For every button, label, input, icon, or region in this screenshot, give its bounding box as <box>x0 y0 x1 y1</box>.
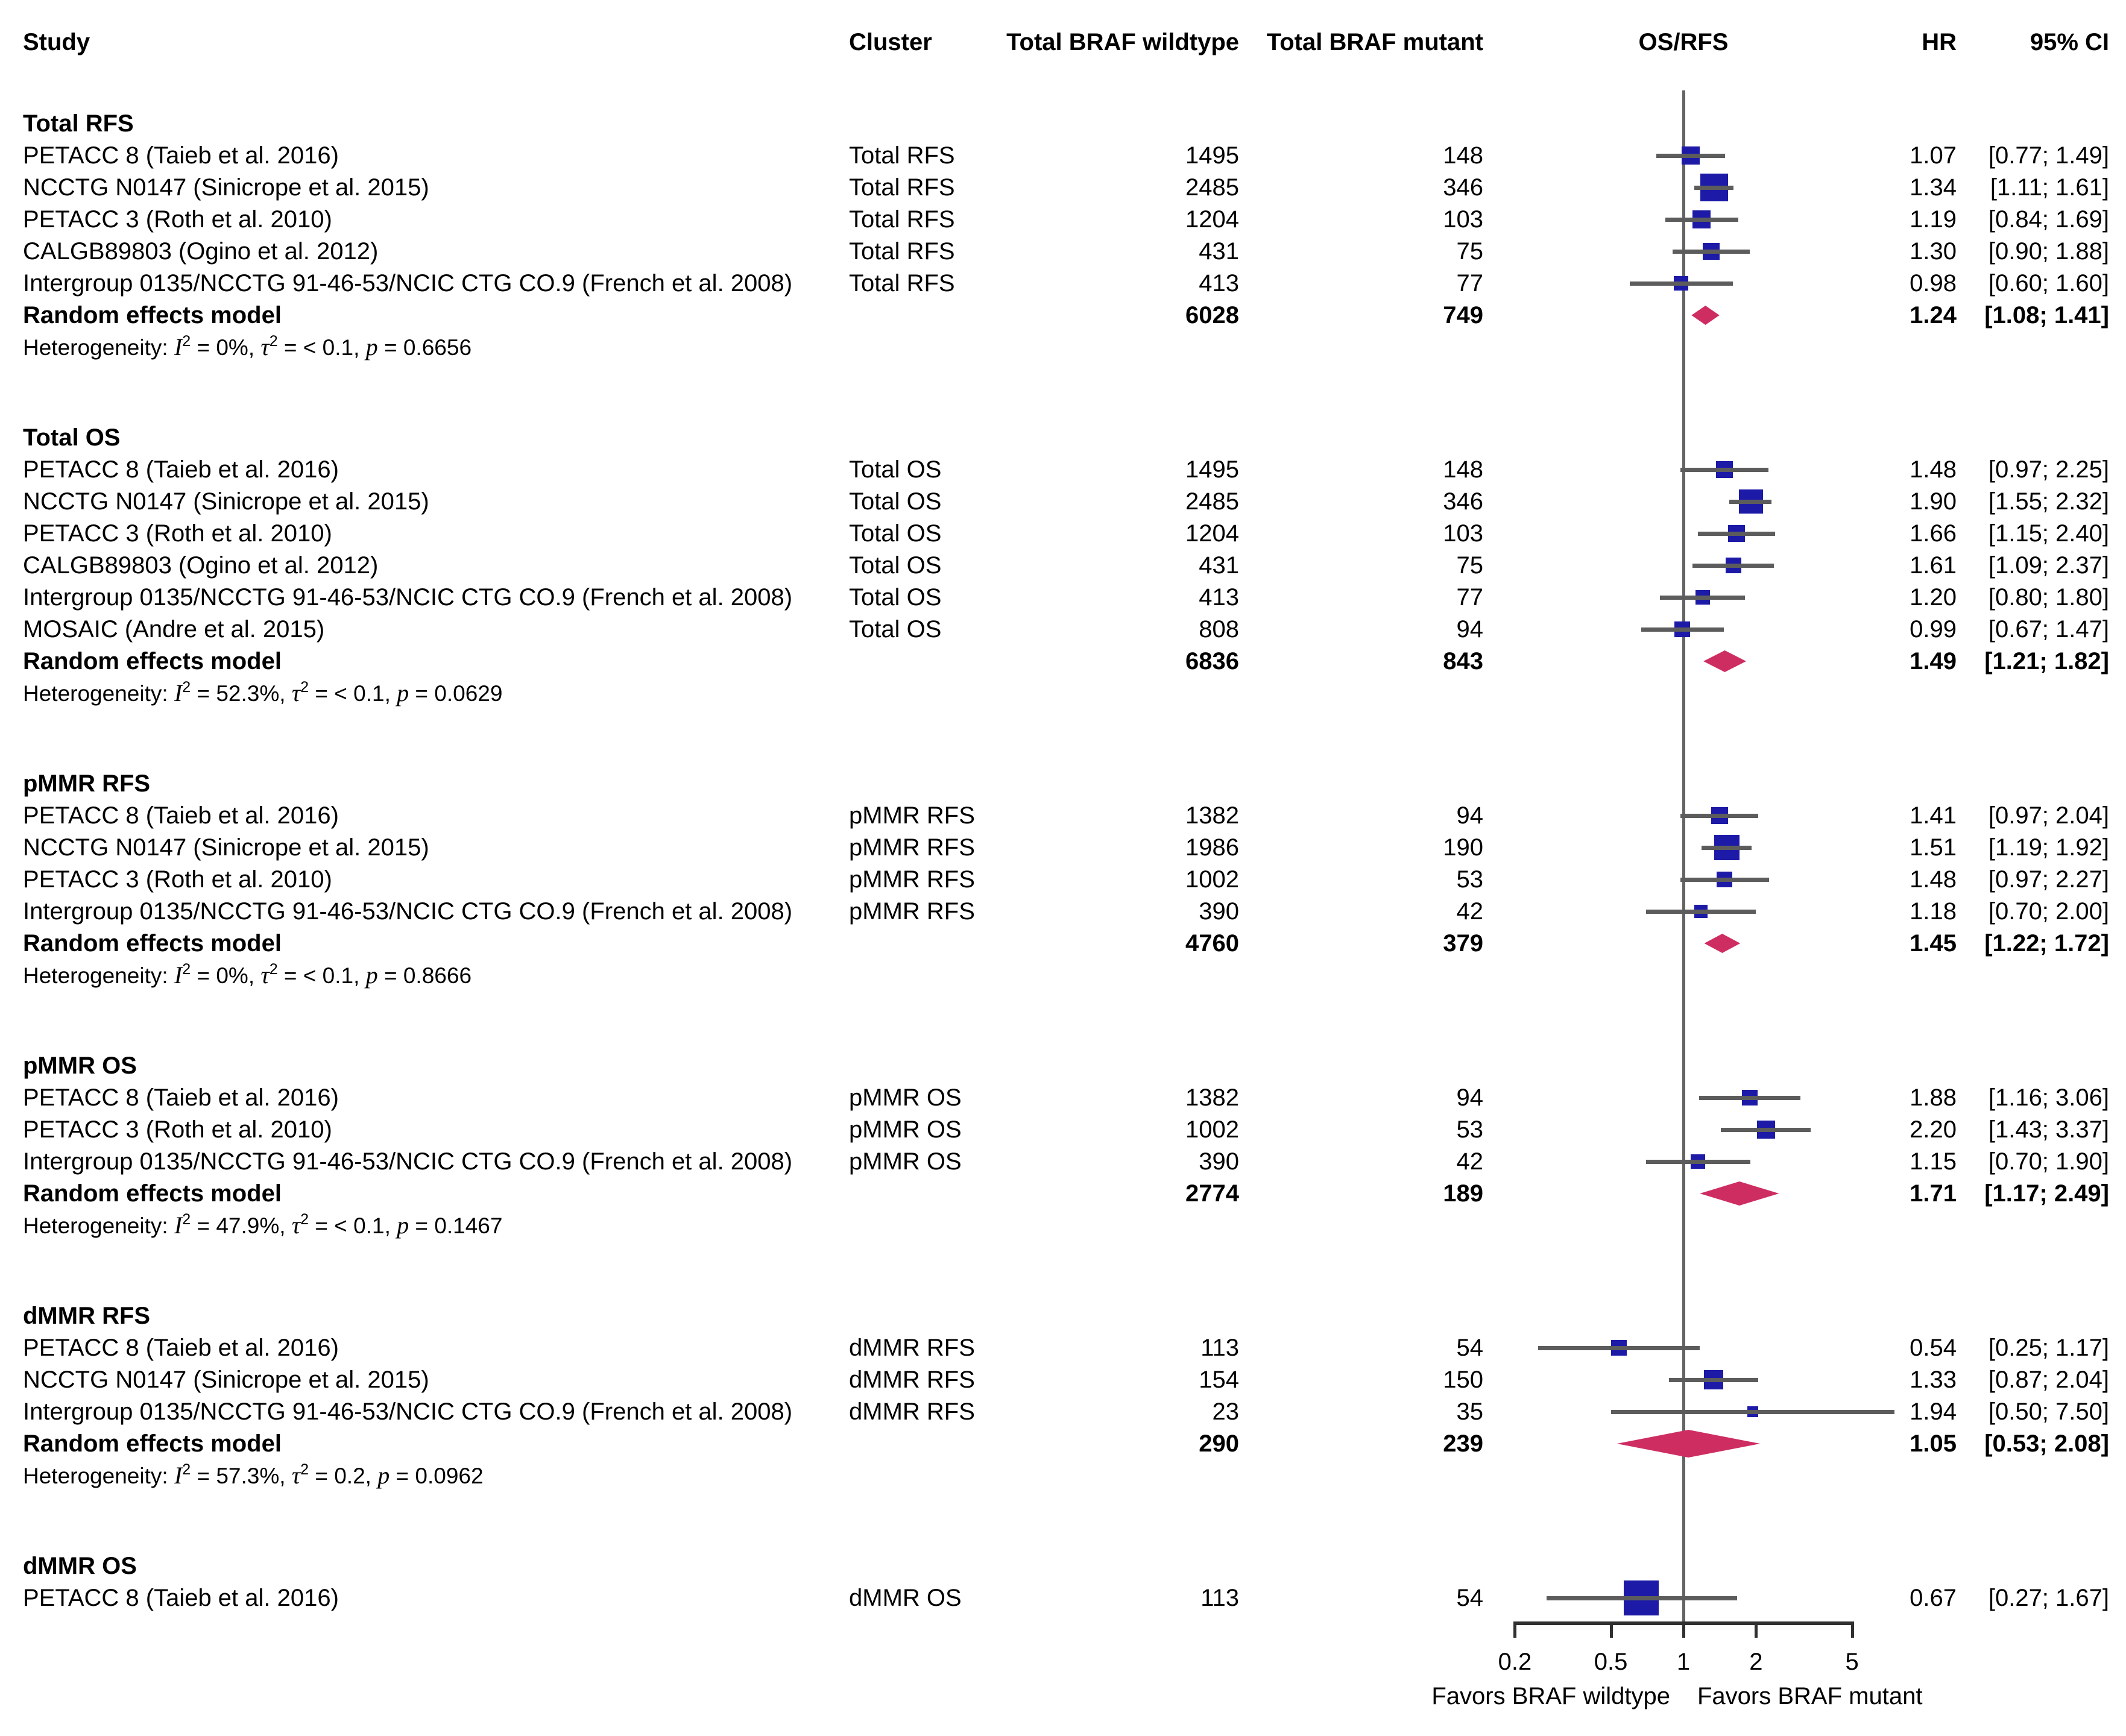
ci-whisker <box>1680 468 1768 472</box>
cluster-label: Total RFS <box>849 270 955 297</box>
separator: , <box>248 335 261 360</box>
wildtype-count: 1002 <box>1185 1116 1239 1143</box>
mutant-count: 148 <box>1443 142 1483 169</box>
wildtype-count: 2485 <box>1185 488 1239 515</box>
study-name: NCCTG N0147 (Sinicrope et al. 2015) <box>23 488 429 515</box>
summary-wildtype-count: 290 <box>1199 1430 1239 1457</box>
equals-sign: = <box>377 963 403 988</box>
p-value: 0.0962 <box>415 1464 484 1488</box>
p-value: 0.8666 <box>403 963 472 988</box>
summary-wildtype-count: 6028 <box>1185 302 1239 329</box>
ci-value: [0.84; 1.69] <box>1988 206 2109 233</box>
mutant-count: 77 <box>1456 584 1483 611</box>
heterogeneity-text <box>23 1212 502 1242</box>
column-header-study: Study <box>23 29 90 55</box>
wildtype-count: 413 <box>1199 270 1239 297</box>
ci-whisker <box>1702 846 1752 850</box>
cluster-label: pMMR OS <box>849 1148 962 1175</box>
hr-value: 2.20 <box>1910 1116 1957 1143</box>
tau-squared-sup: 2 <box>300 1211 309 1228</box>
wildtype-count: 154 <box>1199 1366 1239 1393</box>
hr-value: 1.30 <box>1910 238 1957 265</box>
hr-value: 1.33 <box>1910 1366 1957 1393</box>
cluster-label: pMMR OS <box>849 1116 962 1143</box>
cluster-label: pMMR OS <box>849 1084 962 1111</box>
p-symbol: p <box>365 333 378 360</box>
hr-value: 0.98 <box>1910 270 1957 297</box>
ci-whisker <box>1611 1410 1894 1414</box>
ci-value: [0.80; 1.80] <box>1988 584 2109 611</box>
study-name: NCCTG N0147 (Sinicrope et al. 2015) <box>23 174 429 201</box>
tau-squared-symbol: τ <box>291 1462 301 1489</box>
ci-whisker <box>1721 1128 1811 1132</box>
equals-sign: = <box>191 963 216 988</box>
summary-wildtype-count: 4760 <box>1185 930 1239 957</box>
study-name: PETACC 8 (Taieb et al. 2016) <box>23 142 339 169</box>
group-label: pMMR OS <box>23 1052 137 1079</box>
ci-value: [1.15; 2.40] <box>1988 520 2109 547</box>
ci-whisker <box>1698 532 1775 536</box>
equals-sign: = <box>191 1464 216 1488</box>
study-name: PETACC 8 (Taieb et al. 2016) <box>23 1084 339 1111</box>
summary-mutant-count: 379 <box>1443 930 1483 957</box>
tau-squared-value: 0.2 <box>334 1464 365 1488</box>
ci-value: [1.16; 3.06] <box>1988 1084 2109 1111</box>
hr-value: 1.48 <box>1910 866 1957 893</box>
i-squared-value: 0% <box>216 963 248 988</box>
tau-squared-sup: 2 <box>269 961 278 978</box>
i-squared-sup: 2 <box>182 961 191 978</box>
tau-squared-sup: 2 <box>269 333 278 350</box>
tau-squared-sup: 2 <box>300 1461 309 1478</box>
i-squared-symbol: I <box>174 333 183 360</box>
ci-whisker <box>1680 814 1758 818</box>
summary-hr-value: 1.24 <box>1910 302 1957 329</box>
summary-hr-value: 1.05 <box>1910 1430 1957 1457</box>
tau-squared-value: < 0.1 <box>334 681 385 706</box>
summary-ci-value: [1.22; 1.72] <box>1984 930 2109 957</box>
i-squared-value: 47.9% <box>216 1213 280 1238</box>
study-name: PETACC 8 (Taieb et al. 2016) <box>23 1335 339 1361</box>
separator: , <box>279 681 292 706</box>
wildtype-count: 1204 <box>1185 206 1239 233</box>
p-value: 0.6656 <box>403 335 472 360</box>
axis-tick-label: 5 <box>1845 1649 1859 1675</box>
i-squared-value: 0% <box>216 335 248 360</box>
mutant-count: 35 <box>1456 1398 1483 1425</box>
ci-whisker <box>1673 250 1750 254</box>
cluster-label: dMMR RFS <box>849 1398 975 1425</box>
hr-value: 1.61 <box>1910 552 1957 579</box>
hr-value: 1.94 <box>1910 1398 1957 1425</box>
ci-value: [0.87; 2.04] <box>1988 1366 2109 1393</box>
wildtype-count: 808 <box>1199 616 1239 643</box>
summary-wildtype-count: 6836 <box>1185 648 1239 675</box>
p-value: 0.1467 <box>434 1213 503 1238</box>
ci-value: [0.27; 1.67] <box>1988 1585 2109 1611</box>
i-squared-value: 57.3% <box>216 1464 280 1488</box>
summary-label: Random effects model <box>23 302 282 329</box>
column-header-hr: HR <box>1922 29 1957 55</box>
favors-right-label: Favors BRAF mutant <box>1697 1683 1923 1709</box>
heterogeneity-text <box>23 1462 484 1492</box>
wildtype-count: 1002 <box>1185 866 1239 893</box>
study-name: NCCTG N0147 (Sinicrope et al. 2015) <box>23 834 429 861</box>
ci-value: [1.19; 1.92] <box>1988 834 2109 861</box>
cluster-label: Total OS <box>849 520 942 547</box>
equals-sign: = <box>309 1213 335 1238</box>
wildtype-count: 1986 <box>1185 834 1239 861</box>
ci-whisker <box>1547 1596 1738 1600</box>
tau-squared-symbol: τ <box>260 961 270 989</box>
heterogeneity-text <box>23 333 472 364</box>
ci-whisker <box>1729 500 1771 504</box>
ci-value: [0.97; 2.27] <box>1988 866 2109 893</box>
i-squared-value: 52.3% <box>216 681 280 706</box>
wildtype-count: 413 <box>1199 584 1239 611</box>
summary-wildtype-count: 2774 <box>1185 1180 1239 1207</box>
ci-value: [0.97; 2.04] <box>1988 802 2109 829</box>
het-prefix: Heterogeneity: <box>23 681 174 706</box>
study-name: PETACC 3 (Roth et al. 2010) <box>23 206 332 233</box>
wildtype-count: 390 <box>1199 898 1239 925</box>
reference-line <box>1682 90 1685 1621</box>
het-prefix: Heterogeneity: <box>23 335 174 360</box>
mutant-count: 346 <box>1443 488 1483 515</box>
column-header-ci: 95% CI <box>2030 29 2109 55</box>
ci-value: [0.60; 1.60] <box>1988 270 2109 297</box>
mutant-count: 103 <box>1443 206 1483 233</box>
mutant-count: 42 <box>1456 1148 1483 1175</box>
axis-tick <box>1682 1621 1685 1638</box>
ci-whisker <box>1694 186 1733 190</box>
p-symbol: p <box>377 1462 390 1489</box>
separator: , <box>384 681 397 706</box>
mutant-count: 190 <box>1443 834 1483 861</box>
hr-value: 1.07 <box>1910 142 1957 169</box>
wildtype-count: 23 <box>1212 1398 1239 1425</box>
i-squared-symbol: I <box>174 961 183 989</box>
cluster-label: Total OS <box>849 456 942 483</box>
ci-value: [1.43; 3.37] <box>1988 1116 2109 1143</box>
mutant-count: 53 <box>1456 1116 1483 1143</box>
ci-value: [0.67; 1.47] <box>1988 616 2109 643</box>
equals-sign: = <box>409 1213 435 1238</box>
mutant-count: 94 <box>1456 616 1483 643</box>
summary-hr-value: 1.45 <box>1910 930 1957 957</box>
wildtype-count: 431 <box>1199 238 1239 265</box>
separator: , <box>279 1213 292 1238</box>
equals-sign: = <box>277 963 303 988</box>
summary-label: Random effects model <box>23 930 282 957</box>
hr-value: 1.41 <box>1910 802 1957 829</box>
axis-tick <box>1851 1621 1854 1638</box>
wildtype-count: 390 <box>1199 1148 1239 1175</box>
ci-value: [1.11; 1.61] <box>1990 174 2109 201</box>
cluster-label: dMMR RFS <box>849 1366 975 1393</box>
wildtype-count: 1204 <box>1185 520 1239 547</box>
p-symbol: p <box>365 961 378 989</box>
hr-value: 1.51 <box>1910 834 1957 861</box>
axis-tick-label: 0.5 <box>1594 1649 1628 1675</box>
summary-label: Random effects model <box>23 648 282 675</box>
axis-tick-label: 1 <box>1676 1649 1691 1675</box>
equals-sign: = <box>191 335 216 360</box>
wildtype-count: 431 <box>1199 552 1239 579</box>
wildtype-count: 113 <box>1200 1585 1239 1611</box>
heterogeneity-text <box>23 679 502 710</box>
study-name: Intergroup 0135/NCCTG 91-46-53/NCIC CTG CO.9 (French et al. 2008) <box>23 1148 793 1175</box>
p-value: 0.0629 <box>434 681 503 706</box>
axis-tick <box>1755 1621 1758 1638</box>
hr-value: 1.90 <box>1910 488 1957 515</box>
column-header-cluster: Cluster <box>849 29 932 55</box>
separator: , <box>365 1464 378 1488</box>
hr-value: 1.15 <box>1910 1148 1957 1175</box>
study-name: PETACC 3 (Roth et al. 2010) <box>23 1116 332 1143</box>
hr-value: 1.19 <box>1910 206 1957 233</box>
het-prefix: Heterogeneity: <box>23 1464 174 1488</box>
ci-value: [0.25; 1.17] <box>1988 1335 2109 1361</box>
summary-mutant-count: 749 <box>1443 302 1483 329</box>
ci-whisker <box>1656 154 1726 158</box>
mutant-count: 94 <box>1456 1084 1483 1111</box>
ci-whisker <box>1538 1346 1700 1350</box>
separator: , <box>279 1464 292 1488</box>
summary-hr-value: 1.71 <box>1910 1180 1957 1207</box>
mutant-count: 148 <box>1443 456 1483 483</box>
summary-hr-value: 1.49 <box>1910 648 1957 675</box>
cluster-label: Total RFS <box>849 238 955 265</box>
study-name: NCCTG N0147 (Sinicrope et al. 2015) <box>23 1366 429 1393</box>
ci-value: [0.70; 1.90] <box>1988 1148 2109 1175</box>
separator: , <box>248 963 261 988</box>
tau-squared-value: < 0.1 <box>303 963 354 988</box>
mutant-count: 42 <box>1456 898 1483 925</box>
hr-value: 0.67 <box>1910 1585 1957 1611</box>
tau-squared-value: < 0.1 <box>334 1213 385 1238</box>
wildtype-count: 113 <box>1200 1335 1239 1361</box>
i-squared-sup: 2 <box>182 1461 191 1478</box>
cluster-label: Total RFS <box>849 206 955 233</box>
study-name: MOSAIC (Andre et al. 2015) <box>23 616 325 643</box>
summary-label: Random effects model <box>23 1430 282 1457</box>
mutant-count: 94 <box>1456 802 1483 829</box>
study-name: CALGB89803 (Ogino et al. 2012) <box>23 238 379 265</box>
equals-sign: = <box>390 1464 415 1488</box>
cluster-label: Total RFS <box>849 174 955 201</box>
ci-whisker <box>1692 564 1774 568</box>
tau-squared-sup: 2 <box>300 679 309 696</box>
cluster-label: dMMR OS <box>849 1585 962 1611</box>
tau-squared-symbol: τ <box>291 1212 301 1239</box>
wildtype-count: 2485 <box>1185 174 1239 201</box>
p-symbol: p <box>397 1212 409 1239</box>
summary-label: Random effects model <box>23 1180 282 1207</box>
equals-sign: = <box>191 1213 216 1238</box>
cluster-label: Total RFS <box>849 142 955 169</box>
group-label: Total RFS <box>23 110 134 137</box>
i-squared-symbol: I <box>174 1212 183 1239</box>
mutant-count: 150 <box>1443 1366 1483 1393</box>
cluster-label: pMMR RFS <box>849 834 975 861</box>
ci-value: [1.09; 2.37] <box>1988 552 2109 579</box>
ci-whisker <box>1665 218 1738 222</box>
mutant-count: 77 <box>1456 270 1483 297</box>
equals-sign: = <box>377 335 403 360</box>
equals-sign: = <box>409 681 435 706</box>
favors-left-label: Favors BRAF wildtype <box>1431 1683 1670 1709</box>
axis-tick-label: 2 <box>1749 1649 1763 1675</box>
column-header-plot: OS/RFS <box>1638 29 1729 55</box>
ci-whisker <box>1680 878 1770 882</box>
hr-value: 1.48 <box>1910 456 1957 483</box>
study-name: CALGB89803 (Ogino et al. 2012) <box>23 552 379 579</box>
cluster-label: Total OS <box>849 616 942 643</box>
het-prefix: Heterogeneity: <box>23 1213 174 1238</box>
ci-whisker <box>1669 1378 1758 1382</box>
mutant-count: 75 <box>1456 238 1483 265</box>
ci-value: [0.77; 1.49] <box>1988 142 2109 169</box>
study-name: Intergroup 0135/NCCTG 91-46-53/NCIC CTG CO.9 (French et al. 2008) <box>23 270 793 297</box>
equals-sign: = <box>191 681 216 706</box>
group-label: Total OS <box>23 424 121 451</box>
ci-whisker <box>1646 910 1756 914</box>
column-header-mutant: Total BRAF mutant <box>1266 29 1483 55</box>
equals-sign: = <box>309 1464 335 1488</box>
ci-whisker <box>1699 1096 1801 1100</box>
cluster-label: Total OS <box>849 552 942 579</box>
mutant-count: 54 <box>1456 1335 1483 1361</box>
mutant-count: 103 <box>1443 520 1483 547</box>
study-name: PETACC 8 (Taieb et al. 2016) <box>23 456 339 483</box>
summary-ci-value: [1.17; 2.49] <box>1984 1180 2109 1207</box>
mutant-count: 54 <box>1456 1585 1483 1611</box>
wildtype-count: 1495 <box>1185 456 1239 483</box>
cluster-label: pMMR RFS <box>849 866 975 893</box>
study-name: Intergroup 0135/NCCTG 91-46-53/NCIC CTG CO.9 (French et al. 2008) <box>23 1398 793 1425</box>
group-label: dMMR RFS <box>23 1303 151 1329</box>
group-label: pMMR RFS <box>23 770 151 797</box>
axis-tick <box>1513 1621 1516 1638</box>
i-squared-symbol: I <box>174 679 183 706</box>
separator: , <box>353 335 366 360</box>
summary-ci-value: [1.08; 1.41] <box>1984 302 2109 329</box>
ci-value: [1.55; 2.32] <box>1988 488 2109 515</box>
study-name: Intergroup 0135/NCCTG 91-46-53/NCIC CTG CO.9 (French et al. 2008) <box>23 584 793 611</box>
group-label: dMMR OS <box>23 1553 137 1579</box>
mutant-count: 75 <box>1456 552 1483 579</box>
summary-ci-value: [0.53; 2.08] <box>1984 1430 2109 1457</box>
p-symbol: p <box>397 679 409 706</box>
hr-value: 0.99 <box>1910 616 1957 643</box>
hr-value: 1.20 <box>1910 584 1957 611</box>
summary-mutant-count: 843 <box>1443 648 1483 675</box>
ci-whisker <box>1630 281 1732 286</box>
ci-value: [0.70; 2.00] <box>1988 898 2109 925</box>
mutant-count: 53 <box>1456 866 1483 893</box>
hr-value: 1.66 <box>1910 520 1957 547</box>
cluster-label: pMMR RFS <box>849 898 975 925</box>
equals-sign: = <box>309 681 335 706</box>
separator: , <box>384 1213 397 1238</box>
ci-whisker <box>1646 1160 1750 1164</box>
cluster-label: pMMR RFS <box>849 802 975 829</box>
cluster-label: Total OS <box>849 488 942 515</box>
summary-mutant-count: 189 <box>1443 1180 1483 1207</box>
study-name: PETACC 3 (Roth et al. 2010) <box>23 866 332 893</box>
axis-tick <box>1610 1621 1613 1638</box>
i-squared-sup: 2 <box>182 1211 191 1228</box>
equals-sign: = <box>277 335 303 360</box>
i-squared-sup: 2 <box>182 333 191 350</box>
ci-value: [0.97; 2.25] <box>1988 456 2109 483</box>
i-squared-sup: 2 <box>182 679 191 696</box>
hr-value: 1.34 <box>1910 174 1957 201</box>
ci-whisker <box>1641 627 1723 632</box>
tau-squared-value: < 0.1 <box>303 335 354 360</box>
study-name: Intergroup 0135/NCCTG 91-46-53/NCIC CTG CO.9 (French et al. 2008) <box>23 898 793 925</box>
study-name: PETACC 8 (Taieb et al. 2016) <box>23 1585 339 1611</box>
ci-whisker <box>1660 596 1745 600</box>
wildtype-count: 1495 <box>1185 142 1239 169</box>
axis-tick-label: 0.2 <box>1498 1649 1532 1675</box>
summary-ci-value: [1.21; 1.82] <box>1984 648 2109 675</box>
hr-value: 1.88 <box>1910 1084 1957 1111</box>
wildtype-count: 1382 <box>1185 1084 1239 1111</box>
ci-value: [0.90; 1.88] <box>1988 238 2109 265</box>
study-name: PETACC 8 (Taieb et al. 2016) <box>23 802 339 829</box>
hr-value: 1.18 <box>1910 898 1957 925</box>
het-prefix: Heterogeneity: <box>23 963 174 988</box>
heterogeneity-text <box>23 961 472 992</box>
cluster-label: Total OS <box>849 584 942 611</box>
mutant-count: 346 <box>1443 174 1483 201</box>
tau-squared-symbol: τ <box>260 333 270 360</box>
column-header-wildtype: Total BRAF wildtype <box>1006 29 1239 55</box>
study-name: PETACC 3 (Roth et al. 2010) <box>23 520 332 547</box>
cluster-label: dMMR RFS <box>849 1335 975 1361</box>
separator: , <box>353 963 366 988</box>
i-squared-symbol: I <box>174 1462 183 1489</box>
wildtype-count: 1382 <box>1185 802 1239 829</box>
hr-value: 0.54 <box>1910 1335 1957 1361</box>
ci-value: [0.50; 7.50] <box>1988 1398 2109 1425</box>
tau-squared-symbol: τ <box>291 679 301 706</box>
summary-mutant-count: 239 <box>1443 1430 1483 1457</box>
